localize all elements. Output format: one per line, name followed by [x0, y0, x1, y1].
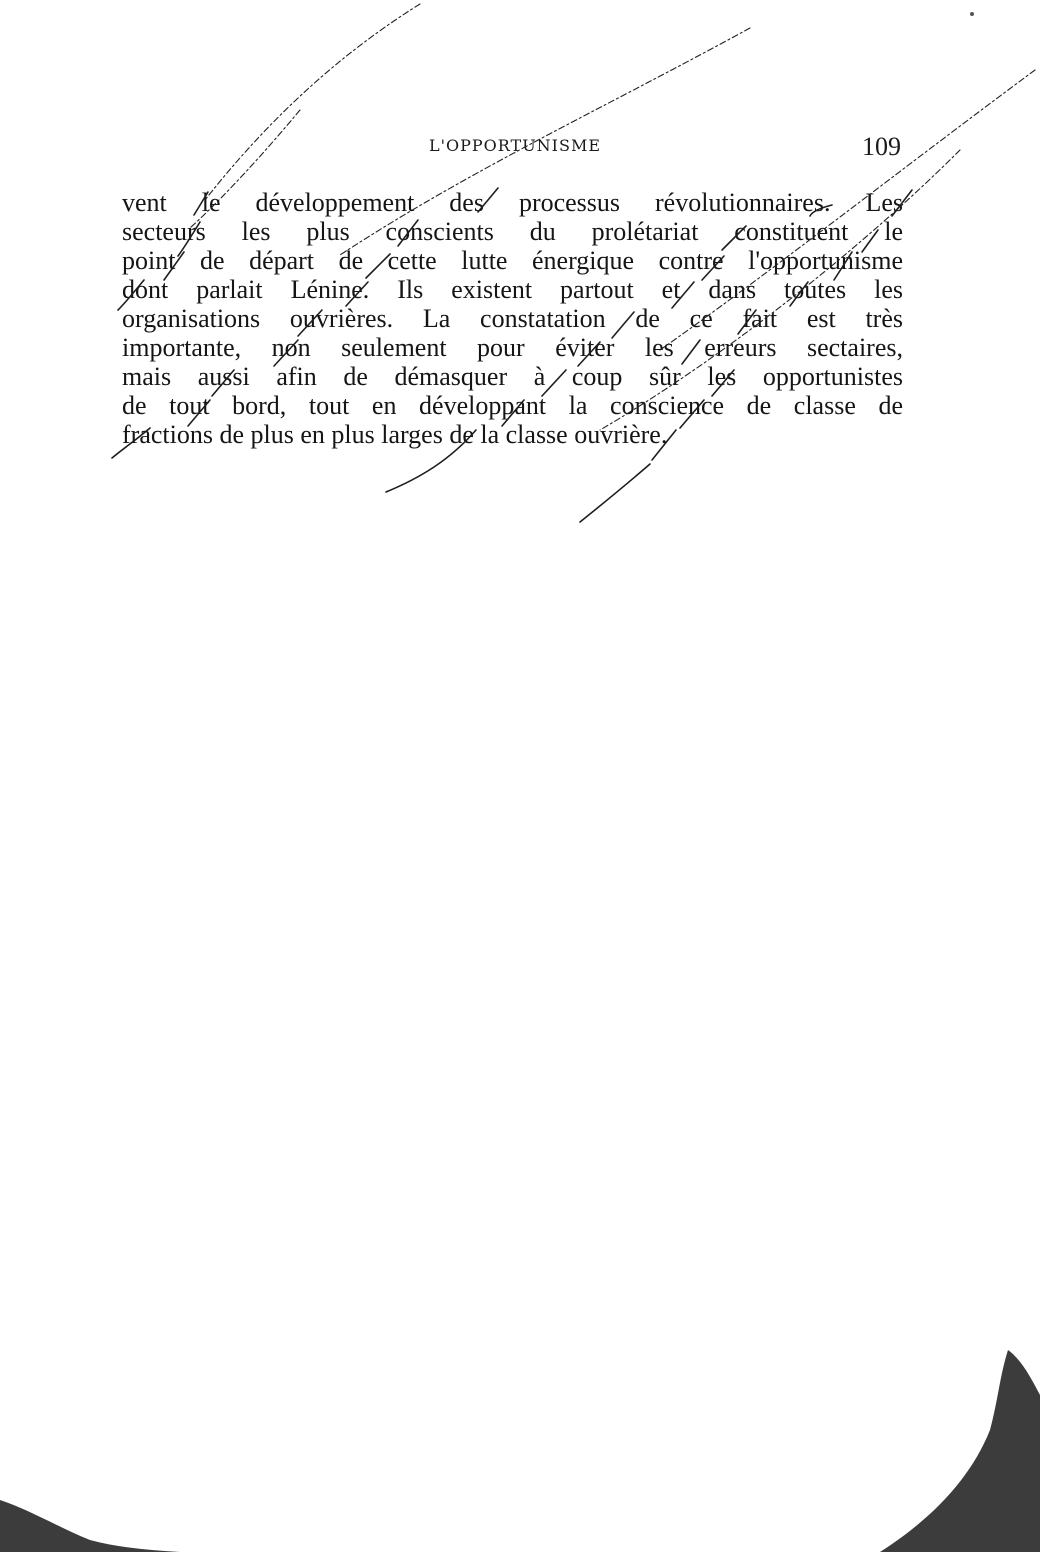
corner-shadow-right [880, 1350, 1040, 1552]
text-line: secteurs les plus conscients du prolétariat constituent le [122, 217, 903, 246]
text-line: importante, non seulement pour éviter les erreurs sectaires, [122, 333, 903, 362]
text-line: vent le développement des processus révolutionnaires. Les [122, 188, 903, 217]
page-number: 109 [862, 132, 901, 161]
running-title: L'OPPORTUNISME [428, 136, 602, 155]
text-line: point de départ de cette lutte énergique contre l'opportunisme [122, 246, 903, 275]
text-line: organisations ouvrières. La constatation de ce fait est très [122, 304, 903, 333]
text-line: fractions de plus en plus larges de la classe ouvrière. [122, 420, 668, 449]
text-line: de tout bord, tout en développant la conscience de classe de [122, 391, 903, 420]
corner-shadow-left [0, 1500, 180, 1552]
text-line: dont parlait Lénine. Ils existent partout et dans toutes les [122, 275, 903, 304]
text-line: mais aussi afin de démasquer à coup sûr les opportunistes [122, 362, 903, 391]
